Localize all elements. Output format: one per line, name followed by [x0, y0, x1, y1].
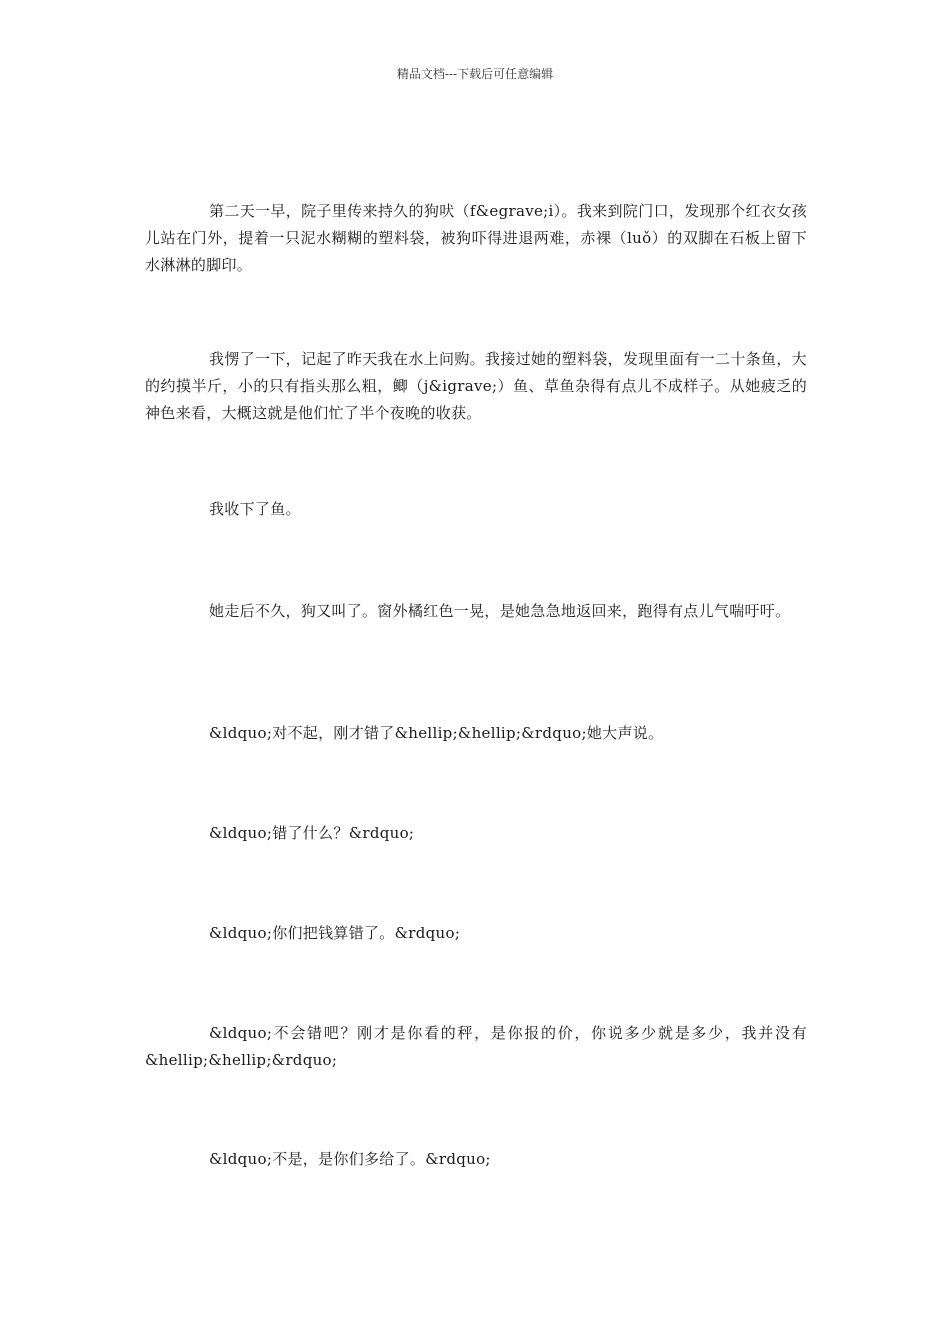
paragraph: &ldquo;错了什么？&rdquo; — [209, 824, 415, 842]
page-header: 精品文档---下载后可任意编辑 — [396, 67, 554, 81]
paragraph: 我愣了一下，记起了昨天我在水上问购。我接过她的塑料袋，发现里面有一二十条鱼，大的约摸半斤，小的只有指头那么粗，鲫（j&igrave;）鱼、草鱼杂得有点儿不成样子。从她疲乏的神色来看，大概这就是他们忙了半个夜晚的收获。 — [145, 350, 807, 422]
paragraph: &ldquo;不是，是你们多给了。&rdquo; — [209, 1150, 491, 1168]
paragraph: 我收下了鱼。 — [209, 500, 301, 518]
paragraph: &ldquo;你们把钱算错了。&rdquo; — [209, 924, 461, 942]
paragraph: &ldquo;不会错吧？刚才是你看的秤，是你报的价，你说多少就是多少，我并没有&hellip;&hellip;&rdquo; — [145, 1024, 807, 1069]
paragraph: 第二天一早，院子里传来持久的狗吠（f&egrave;i）。我来到院门口，发现那个红衣女孩儿站在门外，提着一只泥水糊糊的塑料袋，被狗吓得进退两难，赤裸（luǒ）的双脚在石板上留下水淋淋的脚印。 — [145, 202, 807, 274]
paragraph: &ldquo;对不起，刚才错了&hellip;&hellip;&rdquo;她大声说。 — [209, 724, 664, 742]
paragraph: 她走后不久，狗又叫了。窗外橘红色一晃，是她急急地返回来，跑得有点儿气喘吁吁。 — [209, 602, 791, 620]
